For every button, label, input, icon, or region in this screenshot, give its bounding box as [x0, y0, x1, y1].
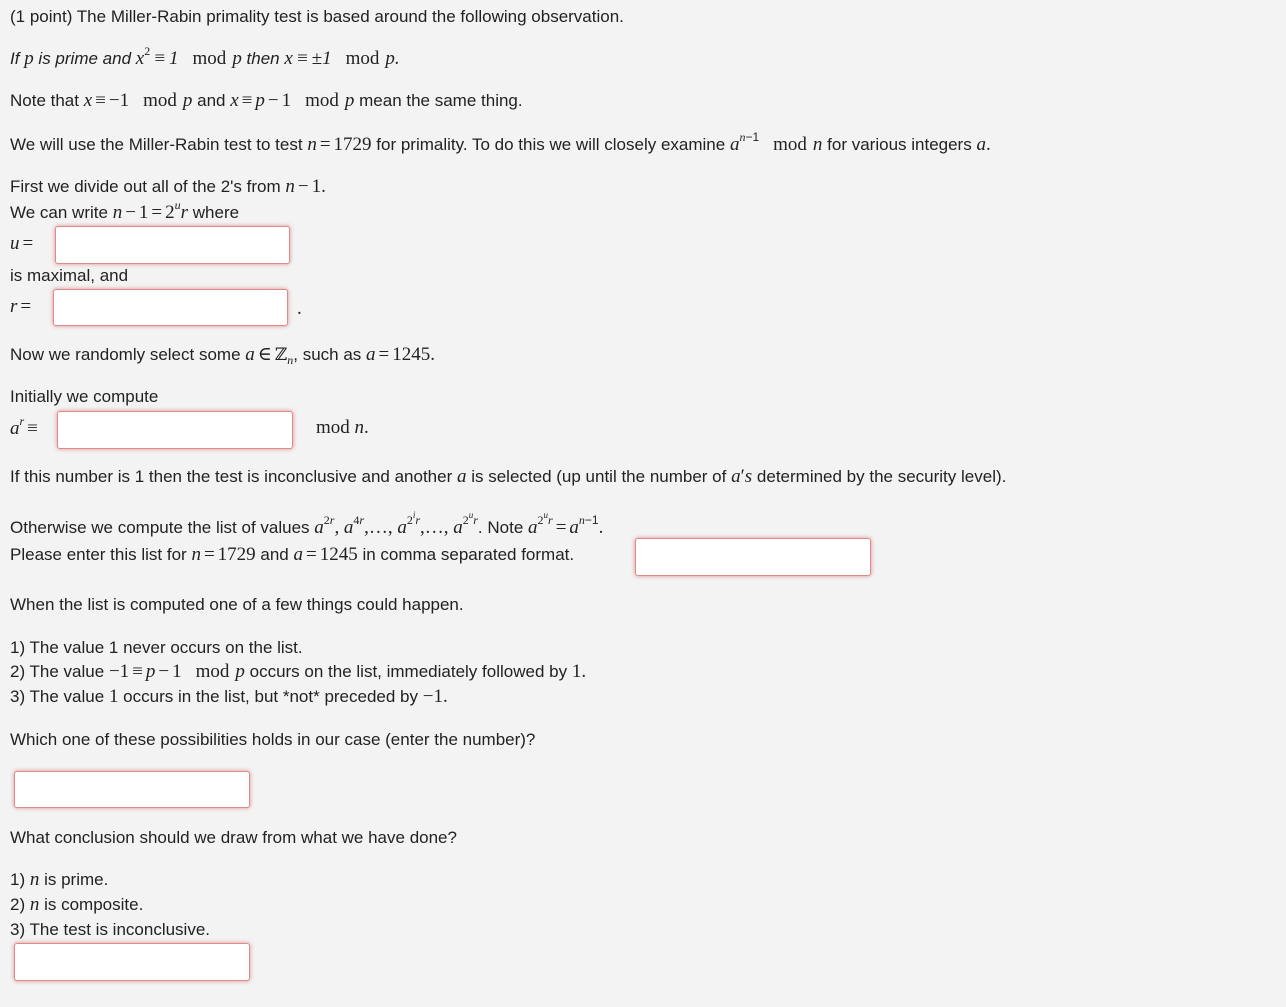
r-label: r = [10, 296, 32, 317]
u-label: u = [10, 233, 34, 254]
possibility-1: 1) The value 1 never occurs on the list. [10, 638, 303, 657]
possibility-input[interactable] [14, 771, 250, 808]
happen-line: When the list is computed one of a few things could happen. [10, 595, 464, 614]
conclusion-input[interactable] [14, 943, 250, 981]
observation-line: If p is prime and $x^2 \equiv 1$ mod p then x ≡ ±1 mod p. [10, 44, 400, 69]
n-value: 1729 [333, 134, 372, 155]
a-value: 1245 [392, 344, 431, 365]
note-line: Note that x ≡ −1 mod p and x ≡ p − 1 mod p mean the same thing. [10, 90, 523, 111]
conclusion-1: 1) n is prime. [10, 869, 109, 890]
ar-mod: mod n. [316, 417, 369, 438]
divide-line-2: We can write $n - 1 = 2^ur$ where [10, 198, 240, 223]
inconclusive-line: If this number is 1 then the test is inconclusive and another a is selected (up until the number of a′s determined by the security level). [10, 466, 1007, 487]
which-line: Which one of these possibilities holds in our case (enter the number)? [10, 730, 536, 749]
test-line: We will use the Miller-Rabin test to test n = 1729 for primality. To do this we will closely examine $a^{n-1}$ mod n for various integers a. [10, 130, 991, 155]
possibility-2: 2) The value −1 ≡ p − 1 mod p occurs on the list, immediately followed by 1. [10, 661, 587, 682]
ar-input[interactable] [57, 411, 293, 449]
ar-label: $a^r$ ≡ [10, 414, 38, 439]
r-input[interactable] [53, 289, 288, 326]
list-line: Otherwise we compute the list of values $a^{2r}$, $a^{4r},\dots$, $a^{2^ir},\dots$, $a^{2^ur}$. Note $a^{2^ur} = a^{n-1}$. [10, 510, 604, 538]
conclusion-3: 3) The test is inconclusive. [10, 920, 210, 939]
select-line: Now we randomly select some a ∈ ℤ$_n$, such as a = 1245. [10, 344, 436, 367]
maximal-line: is maximal, and [10, 266, 129, 285]
u-input[interactable] [55, 226, 290, 264]
list-input[interactable] [635, 538, 871, 576]
possibility-3: 3) The value 1 occurs in the list, but *not* preceded by −1. [10, 686, 448, 707]
intro-text: The Miller-Rabin primality test is based around the following observation. [76, 7, 624, 26]
conclusion-2: 2) n is composite. [10, 894, 144, 915]
r-period: . [297, 298, 302, 319]
list-enter-line: Please enter this list for n = 1729 and a = 1245 in comma separated format. [10, 544, 575, 565]
intro-line [10, 7, 624, 27]
divide-line-1: First we divide out all of the 2's from n − 1. [10, 176, 326, 197]
conclusion-question: What conclusion should we draw from what we have done? [10, 828, 457, 847]
initially-line: Initially we compute [10, 387, 159, 406]
points-label: (1 point) [10, 7, 73, 26]
